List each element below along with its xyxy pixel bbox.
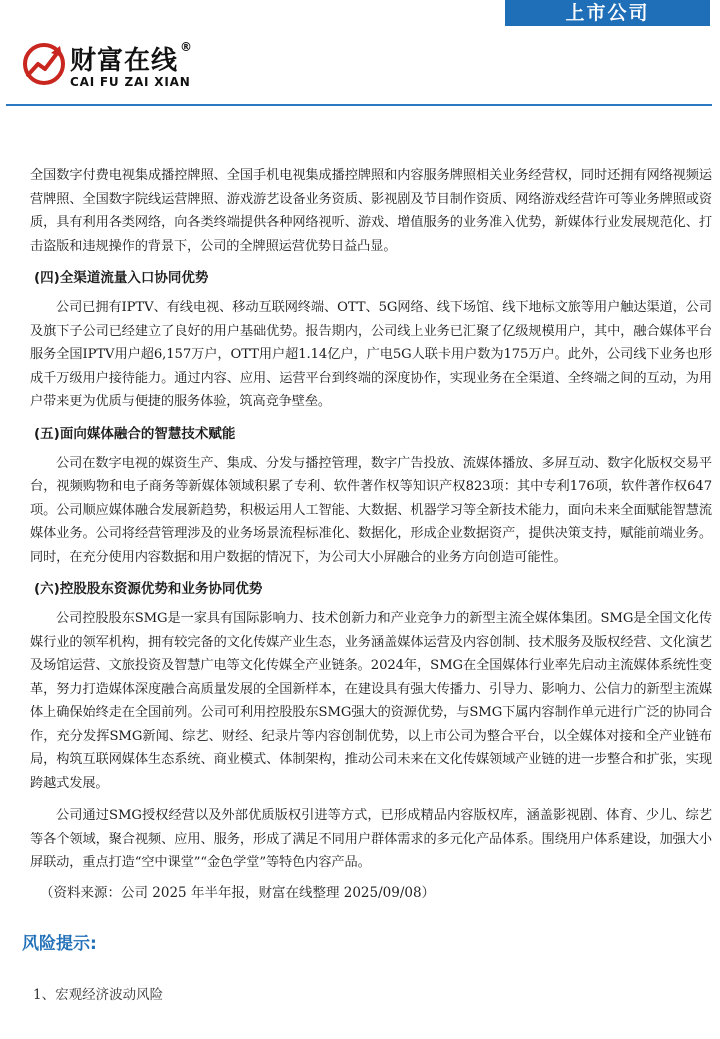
rising-arrow-logo-icon [22,42,66,86]
registered-mark: ® [180,40,194,54]
brand-logo [22,38,222,98]
logo-chinese-name: 财富在线 ® [70,40,194,76]
logo-english-name: CAI FU ZAI XIAN [70,75,191,89]
section-heading-shareholder-synergy: (六)控股股东资源优势和业务协同优势 [34,581,263,597]
risk-warning-title: 风险提示: [22,934,97,954]
article-body [30,164,712,884]
listed-company-tag: 上市公司 [505,0,710,26]
section-paragraph: 公司通过SMG授权经营以及外部优质版权引进等方式，已形成精品内容版权库，涵盖影视剧、体育、少儿、综艺等各个领域，聚合视频、应用、服务，形成了满足不同用户群体需求的多元化产品体系。围绕用户体系建设，加强大小屏联动，重点打造“空中课堂”“金色学堂”等特色内容产品。 [30,808,712,870]
section-paragraph: 公司控股股东SMG是一家具有国际影响力、技术创新力和产业竞争力的新型主流全媒体集团。SMG是全国文化传媒行业的领军机构，拥有较完备的文化传媒产业生态，业务涵盖媒体运营及内容创制、技术服务及版权经营、文化演艺及场馆运营、文旅投资及智慧广电等文化传媒全产业链条。2024年，SMG在全国媒体行业率先启动主流媒体系统性变革，努力打造媒体深度融合高质量发展的全国新样本，在建设具有强大传播力、引导力、影响力、公信力的新型主流媒体上确保始终走在全国前列。公司可利用控股股东SMG强大的资源优势，与SMG下属内容制作单元进行广泛的协同合作，充分发挥SMG新闻、综艺、财经、纪录片等内容创制优势，以上市公司为整合平台，以全媒体对接和全产业链布局，构筑互联网媒体生态系统、商业模式、体制架构，推动公司未来在文化传媒领域产业链的进一步整合和扩张，实现跨越式发展。 [30,611,712,791]
risk-item: 1、宏观经济波动风险 [33,987,164,1003]
source-note: （资料来源：公司 2025 年半年报，财富在线整理 2025/09/08） [40,885,436,901]
section-heading-smart-tech: (五)面向媒体融合的智慧技术赋能 [34,425,236,442]
header-divider [6,104,712,106]
section-paragraph: 公司已拥有IPTV、有线电视、移动互联网终端、OTT、5G网络、线下场馆、线下地标文旅等用户触达渠道，公司及旗下子公司已经建立了良好的用户基础优势。报告期内，公司线上业务已汇聚了亿级规模用户，其中，融合媒体平台服务全国IPTV用户超6,157万户，OTT用户超1.14亿户，广电5G人联卡用户数为175万户。此外，公司线下业务也形成千万级用户接待能力。通过内容、应用、运营平台到终端的深度协作，实现业务在全渠道、全终端之间的互动，为用户带来更为优质与便捷的服务体验，筑高竞争壁垒。 [30,300,712,409]
intro-paragraph: 全国数字付费电视集成播控牌照、全国手机电视集成播控牌照和内容服务牌照相关业务经营权，同时还拥有网络视频运营牌照、全国数字院线运营牌照、游戏游艺设备业务资质、影视剧及节目制作资质、网络游戏经营许可等业务牌照或资质，具有利用各类网络，向各类终端提供各种网络视听、游戏、增值服务的业务准入优势，新媒体行业发展规范化、打击盗版和违规操作的背景下，公司的全牌照运营优势日益凸显。 [30,168,712,254]
section-heading-channel-synergy: (四)全渠道流量入口协同优势 [34,270,209,286]
section-paragraph: 公司在数字电视的媒资生产、集成、分发与播控管理，数字广告投放、流媒体播放、多屏互动、数字化版权交易平台，视频购物和电子商务等新媒体领域积累了专利、软件著作权等知识产权823项：其中专利176项，软件著作权647项。公司顺应媒体融合发展新趋势，积极运用人工智能、大数据、机器学习等全新技术能力，面向未来全面赋能智慧流媒体业务。公司将经营管理涉及的业务场景流程标准化、数据化，形成企业数据资产，提供决策支持，赋能前端业务。同时，在充分使用内容数据和用户数据的情况下，为公司大小屏融合的业务方向创造可能性。 [30,455,712,565]
